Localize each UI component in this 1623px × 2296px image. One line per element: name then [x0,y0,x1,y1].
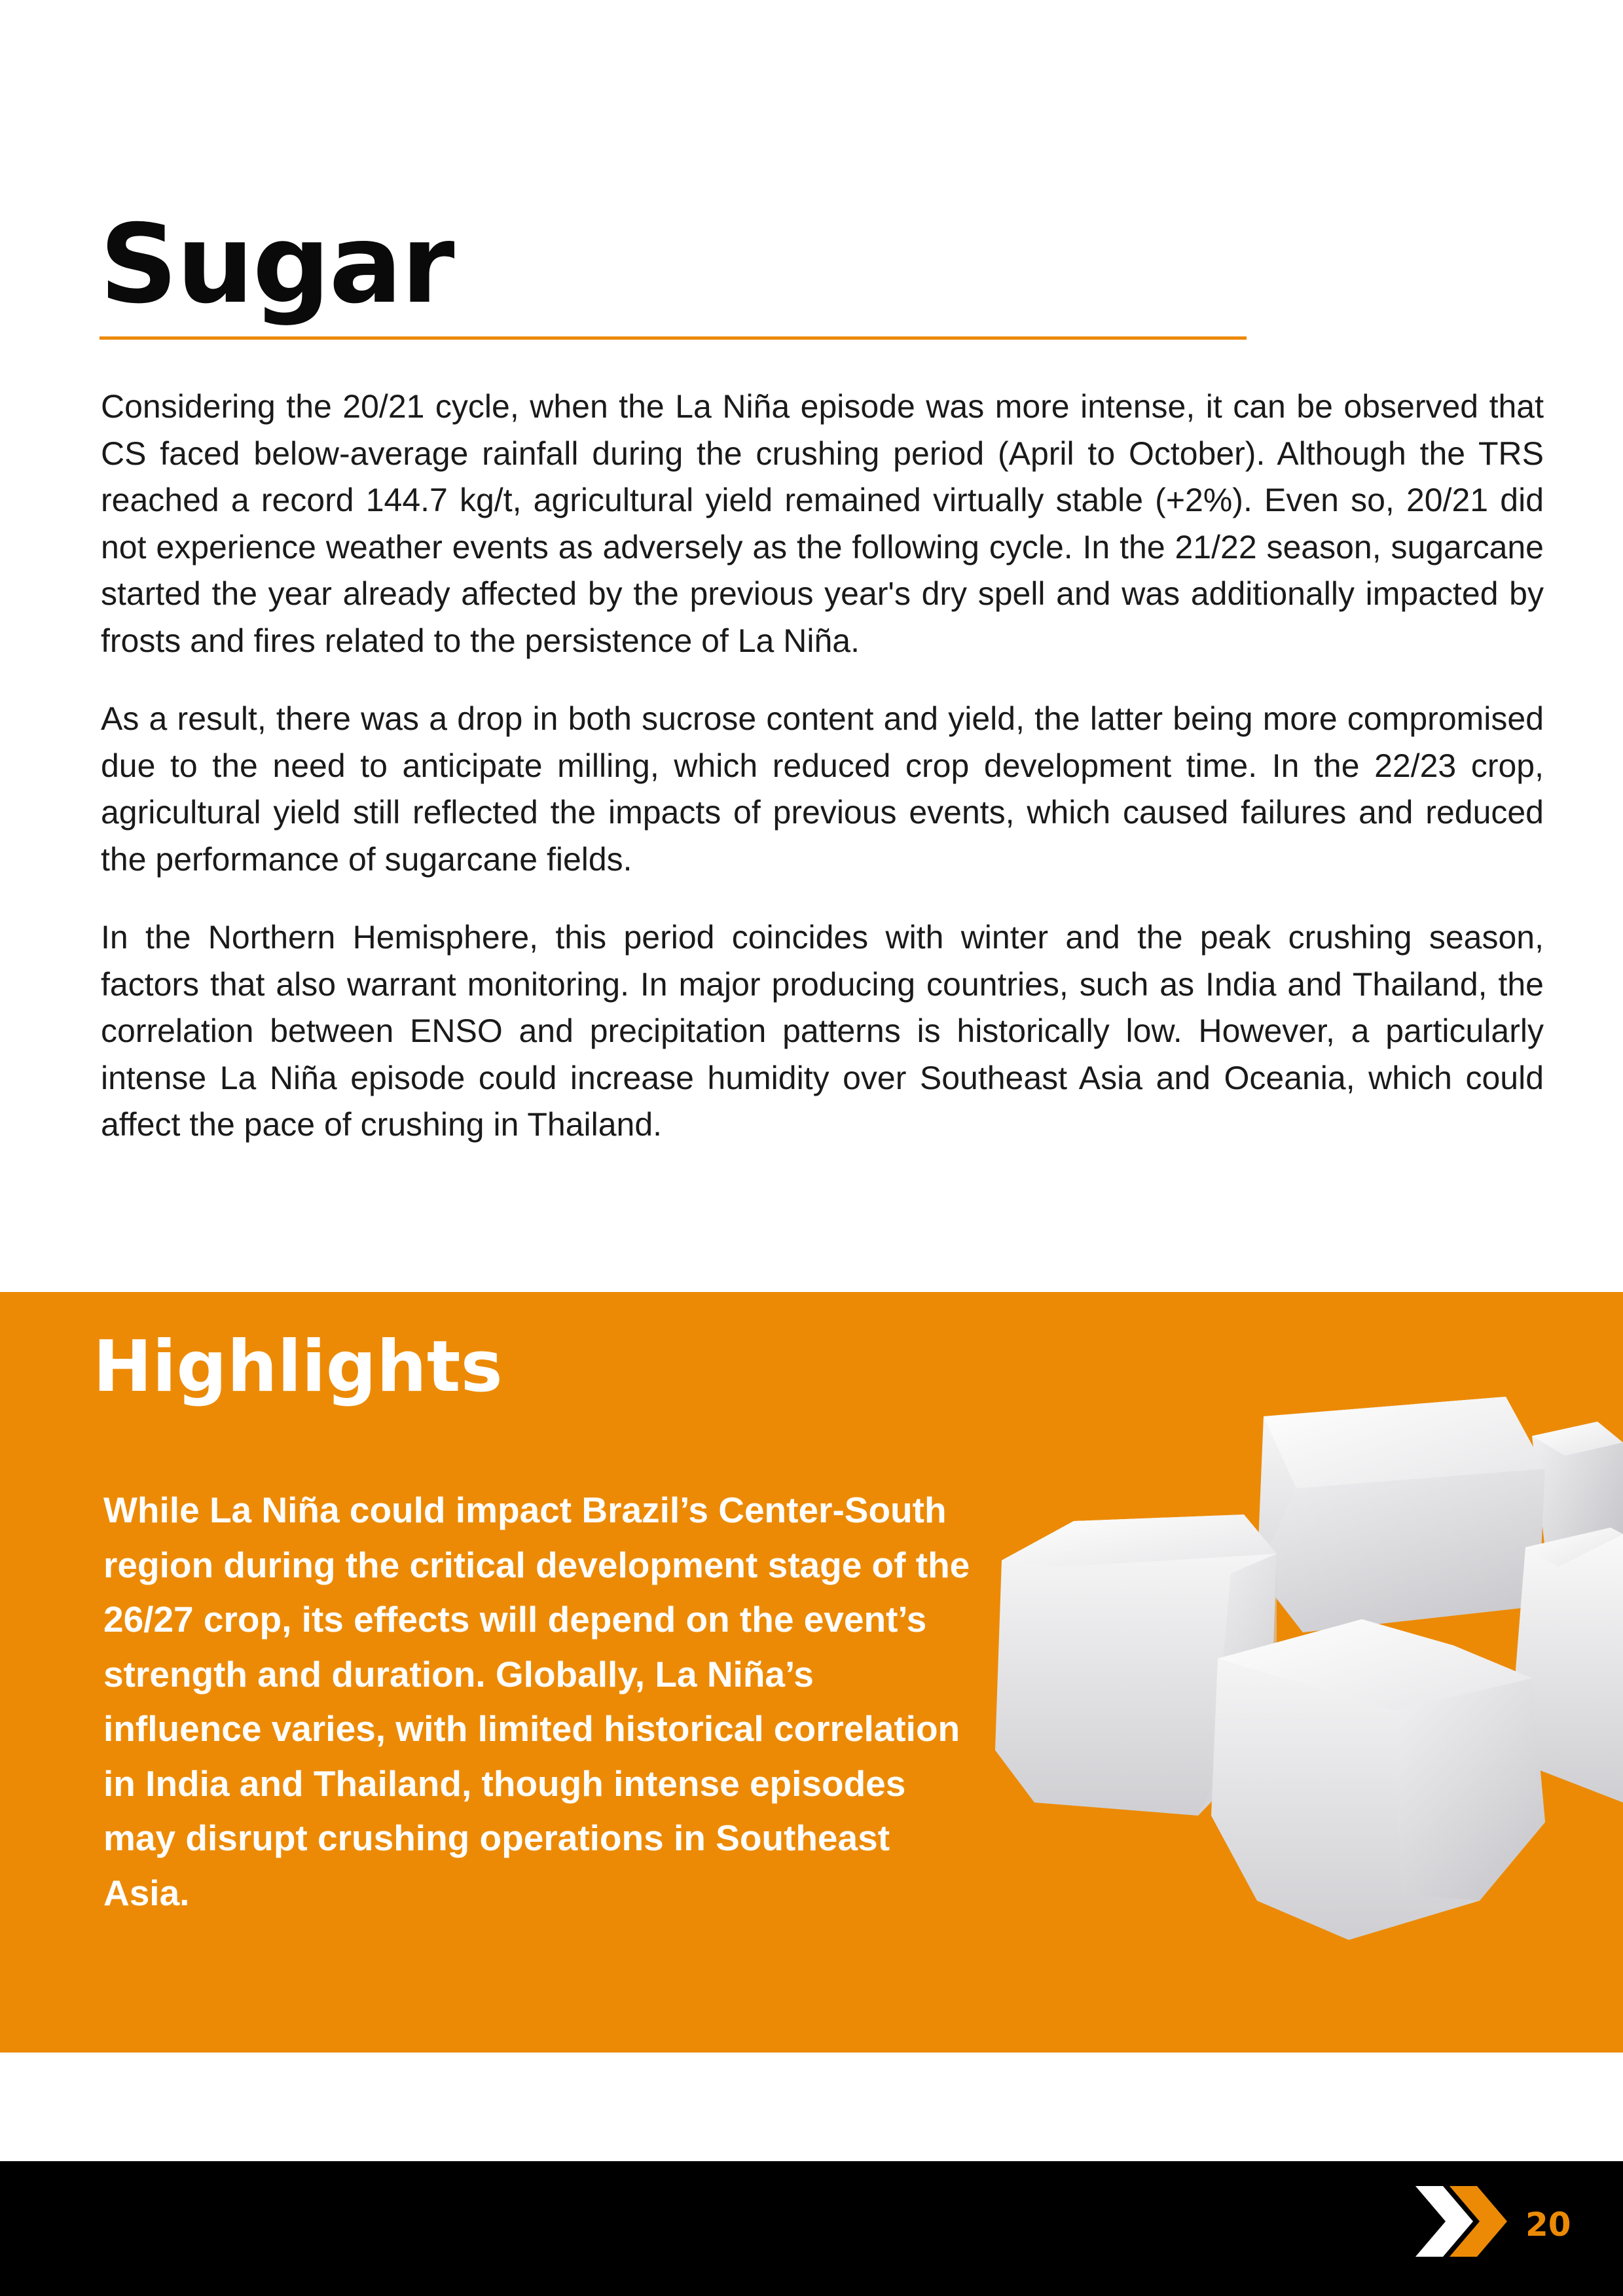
paragraph-2: As a result, there was a drop in both sucrose content and yield, the latter being more compromised due to the need to anticipate milling, which reduced crop development time. In the 22/23 crop, agricultural yield still reflected the impacts of previous events, which caused failures and reduced the performance of sugarcane fields. [101,700,1544,878]
highlights-section [0,1292,1623,2053]
footer-bar [0,2161,1623,2296]
sugar-cube-top [1257,1397,1545,1632]
highlights-title: Highlights [93,1326,503,1408]
paragraph-1: Considering the 20/21 cycle, when the La Niña episode was more intense, it can be observed that CS faced below-average rainfall during the crushing period (April to October). Although the TRS reached a record 144.7 kg/t, agricultural yield remained virtually stable (+2%). Even so, 20/21 did not experience weather events as adversely as the following cycle. In the 21/22 season, sugarcane started the year already affected by the previous year's dry spell and was additionally impacted by frosts and fires related to the persistence of La Niña. [101,388,1544,659]
sugar-cubes-image [995,1397,1623,1940]
page-number: 20 [1525,2206,1571,2244]
highlights-text: While La Niña could impact Brazil’s Center-South region during the critical development stage of the 26/27 crop, its effects will depend on the event’s strength and duration. Globally, La Niña’s influence varies, with limited historical correlation in India and Thailand, though intense episodes may disrupt crushing operations in Southeast Asia. [103,1490,970,1913]
sugar-cube-front [1211,1619,1545,1940]
paragraph-3: In the Northern Hemisphere, this period coincides with winter and the peak crushing season, factors that also warrant monitoring. In major producing countries, such as India and Thailand, the correlation between ENSO and precipitation patterns is historically low. However, a particularly intense La Niña episode could increase humidity over Southeast Asia and Oceania, which could affect the pace of crushing in Thailand. [101,919,1544,1143]
title-underline [100,336,1247,340]
double-chevron-right-icon [1410,2182,1508,2261]
body-text [101,384,1544,1180]
page-title: Sugar [100,202,454,328]
